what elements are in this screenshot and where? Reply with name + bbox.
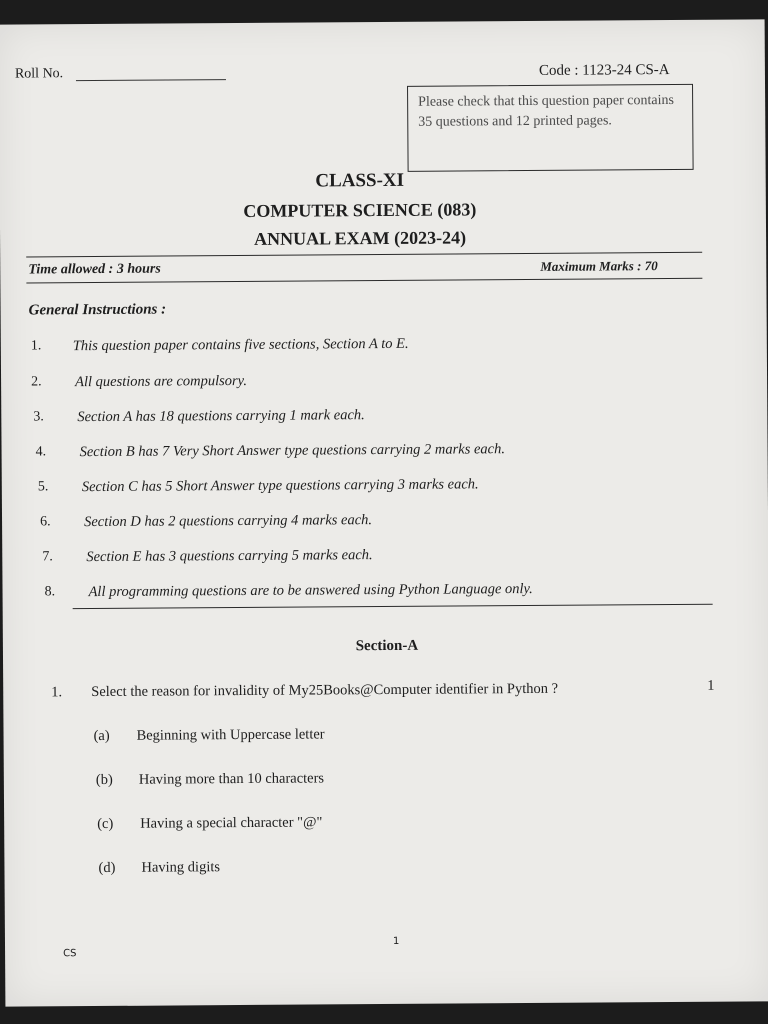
instruction-text: All questions are compulsory. <box>75 372 247 391</box>
option-label: (d) <box>98 859 116 877</box>
maximum-marks: Maximum Marks : 70 <box>540 258 658 274</box>
instruction-number: 5. <box>37 479 49 495</box>
instruction-text: All programming questions are to be answered using Python Language only. <box>88 580 533 601</box>
option-text: Beginning with Uppercase letter <box>136 726 325 744</box>
instruction-number: 7. <box>42 549 53 565</box>
instruction-text: Section C has 5 Short Answer type questions carrying 3 marks each. <box>81 476 479 496</box>
instruction-number: 3. <box>33 409 44 425</box>
paper-code: Code : 1123-24 CS-A <box>538 62 670 79</box>
option-text: Having a special character "@" <box>140 814 323 832</box>
instruction-text: Section D has 2 questions carrying 4 marks each. <box>84 512 373 531</box>
question-marks: 1 <box>707 677 715 694</box>
subject-title: COMPUTER SCIENCE (083) <box>243 199 477 221</box>
instruction-number: 8. <box>44 584 56 600</box>
instruction-number: 1. <box>30 338 42 354</box>
question-text: Select the reason for invalidity of My25Books@Computer identifier in Python ? <box>91 680 559 701</box>
page-count-notice: Please check that this question paper contains 35 questions and 12 printed pages. <box>407 84 694 172</box>
roll-number-label: Roll No. <box>14 66 64 82</box>
option-label: (b) <box>95 771 113 789</box>
class-title: CLASS-XI <box>315 169 405 192</box>
instructions-rule <box>73 604 713 609</box>
option-label: (c) <box>97 815 114 833</box>
instruction-text: Section E has 3 questions carrying 5 marks each. <box>86 547 373 566</box>
option-label: (a) <box>93 727 110 745</box>
instruction-text: This question paper contains five sections, Section A to E. <box>72 335 409 355</box>
exam-paper-page <box>0 19 768 1006</box>
header-rule-top <box>26 252 702 258</box>
section-title: Section-A <box>355 637 419 655</box>
option-text: Having digits <box>141 859 221 876</box>
instruction-number: 6. <box>40 514 51 530</box>
roll-number-blank <box>76 79 226 81</box>
page-number: 1 <box>392 935 400 947</box>
instructions-heading: General Instructions : <box>28 301 167 319</box>
option-text: Having more than 10 characters <box>138 770 325 788</box>
instruction-text: Section B has 7 Very Short Answer type questions carrying 2 marks each. <box>79 441 506 461</box>
instruction-number: 2. <box>31 374 42 390</box>
time-allowed: Time allowed : 3 hours <box>28 261 161 278</box>
exam-title: ANNUAL EXAM (2023-24) <box>254 227 467 249</box>
footer-subject-code: CS <box>63 948 77 960</box>
question-number: 1. <box>51 684 63 701</box>
instruction-text: Section A has 18 questions carrying 1 mark each. <box>77 407 365 426</box>
instruction-number: 4. <box>35 444 47 460</box>
header-rule-bottom <box>26 278 702 284</box>
